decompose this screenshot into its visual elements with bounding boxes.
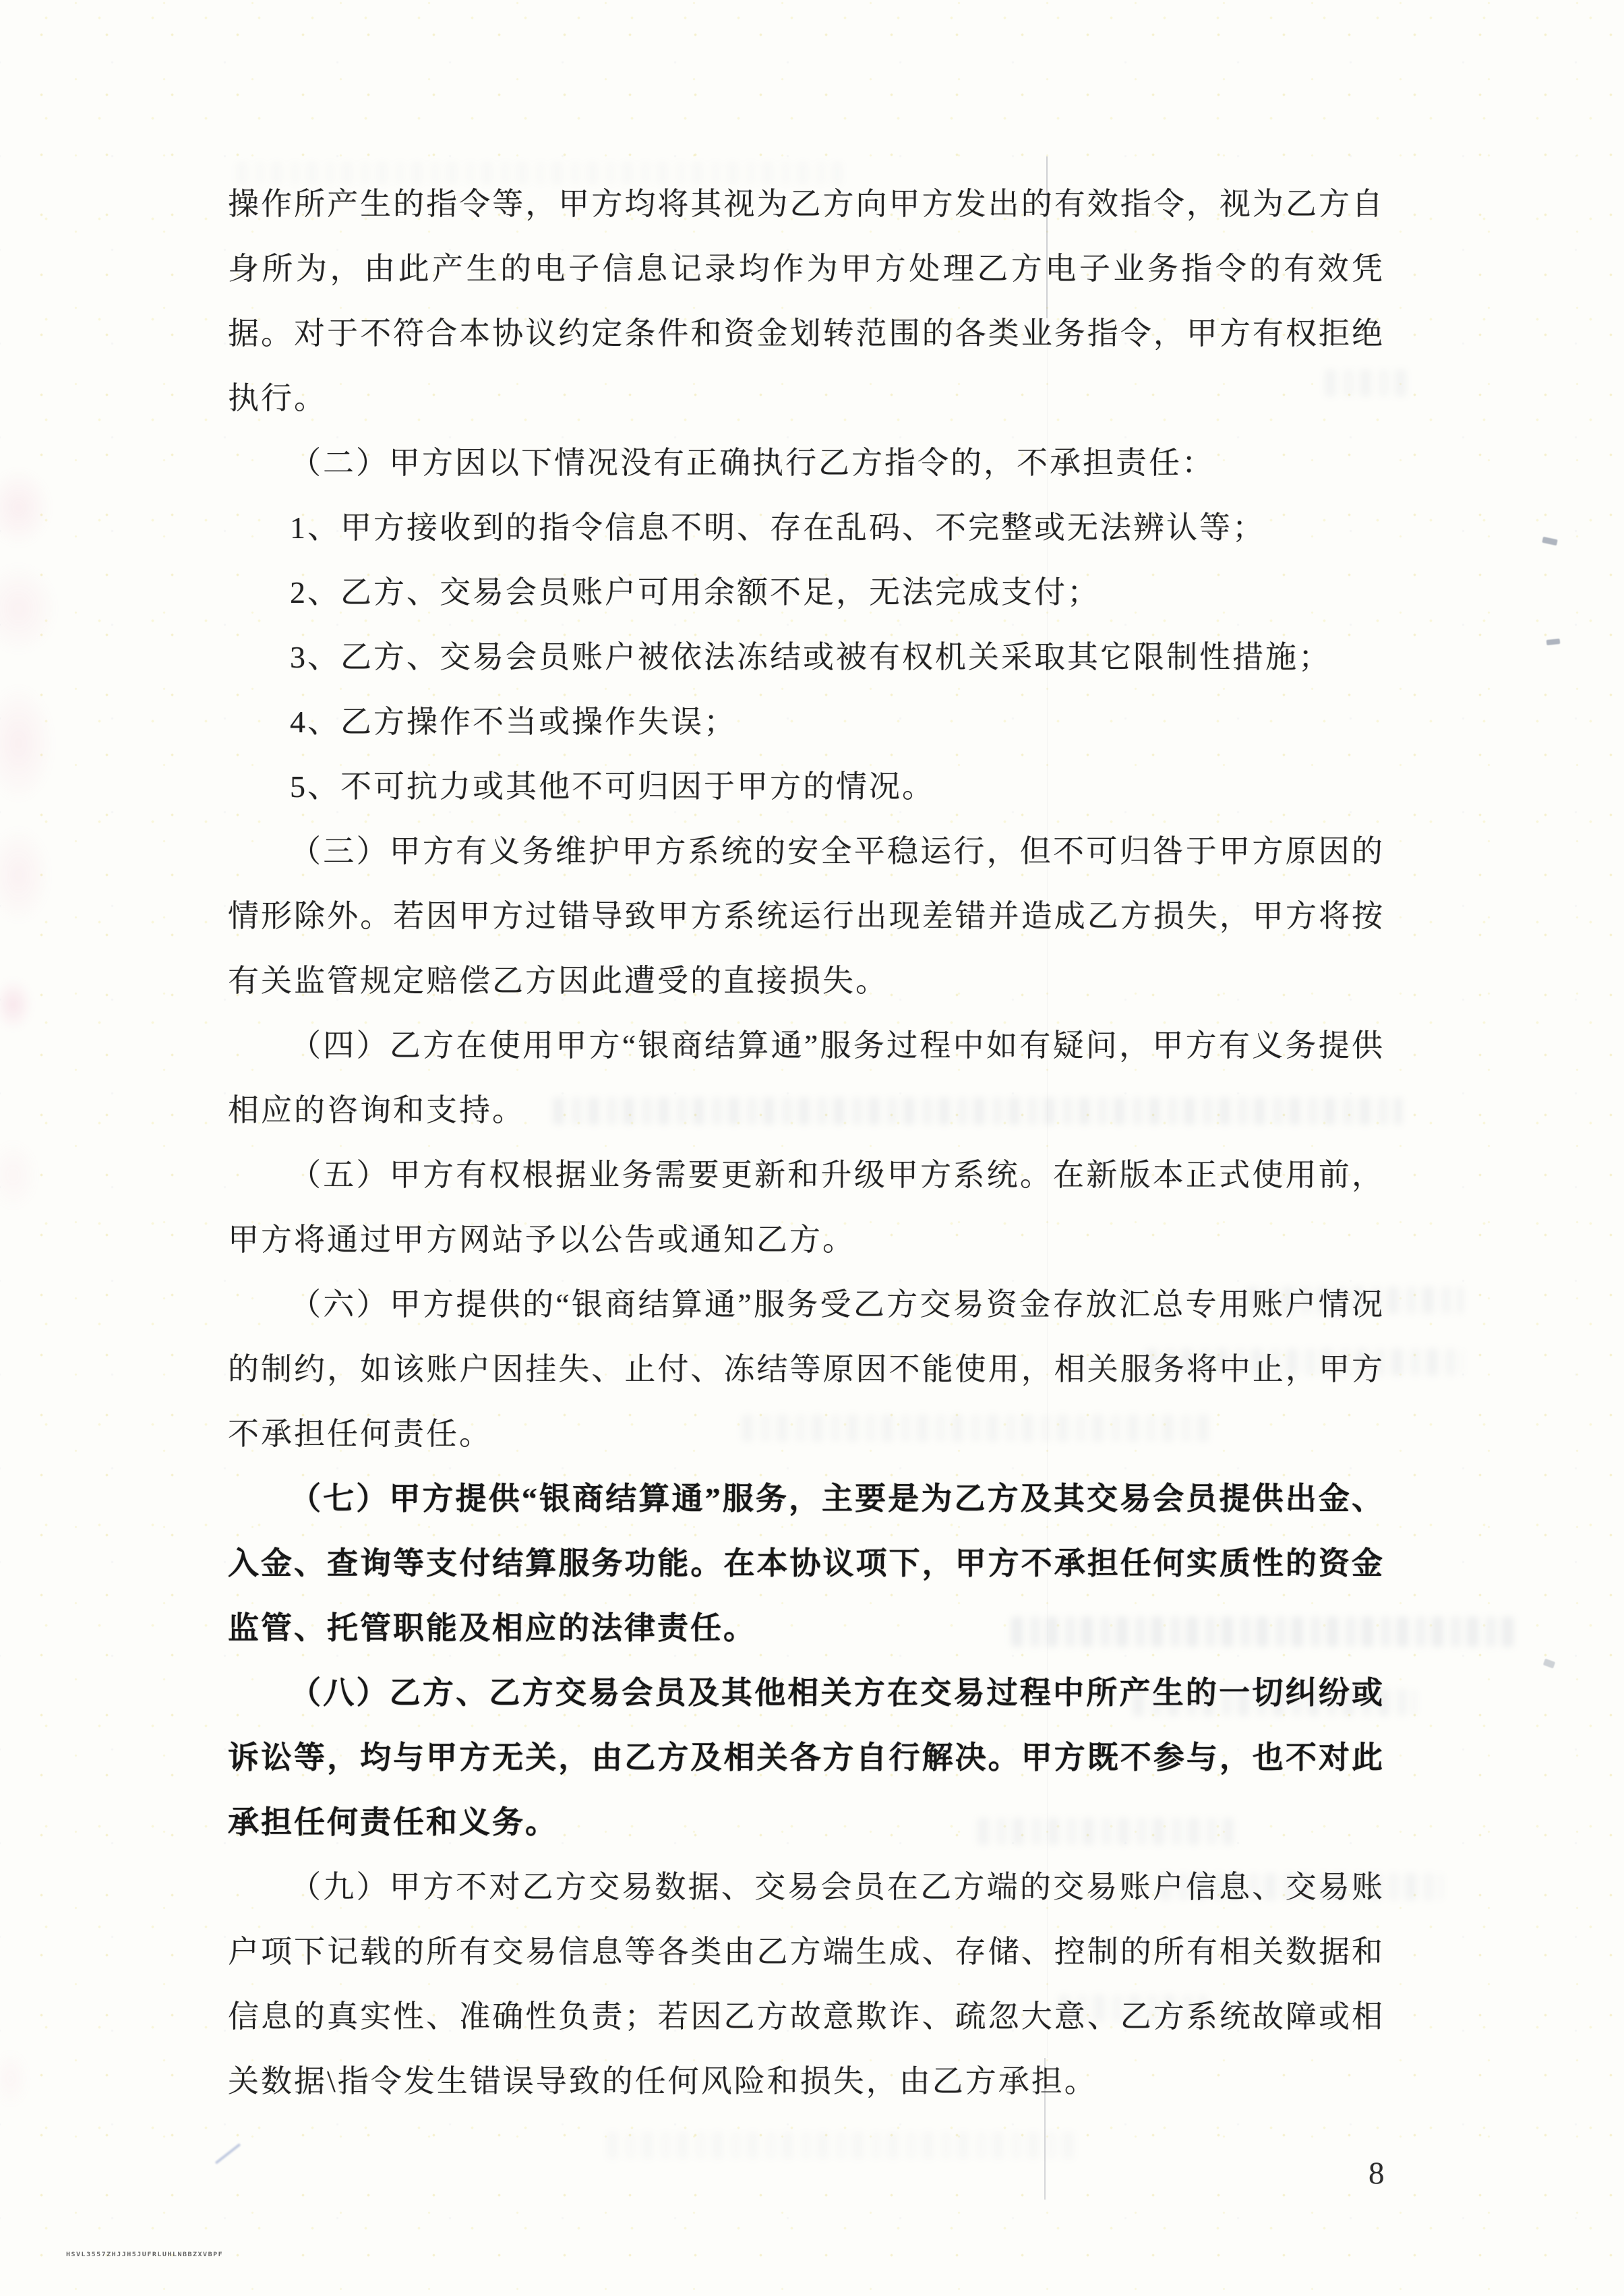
clause-2-item-1: 1、甲方接收到的指令信息不明、存在乱码、不完整或无法辨认等； (290, 510, 1265, 545)
clause-2-item-5: 5、不可抗力或其他不可归因于甲方的情况。 (290, 769, 935, 804)
stamp-bleed-stain (0, 2050, 29, 2107)
scanner-microtext: HSVL3557ZHJJH5JUFRLUHLNBBZXVBPF (66, 2251, 224, 2258)
clause-2-item-2: 2、乙方、交易会员账户可用余额不足，无法完成支付； (290, 575, 1100, 610)
clause-2-item-4: 4、乙方操作不当或操作失误； (290, 705, 737, 739)
paragraph-continuation: 操作所产生的指令等，甲方均将其视为乙方向甲方发出的有效指令，视为乙方自身所为，由此产生的电子信息记录均作为甲方处理乙方电子业务指令的有效凭据。对于不符合本协议约定条件和资金划转范围的各类业务指令，甲方有权拒绝执行。 (228, 187, 1385, 415)
clause-2-intro: （二）甲方因以下情况没有正确执行乙方指令的，不承担责任： (290, 446, 1215, 480)
scan-speck (1543, 1659, 1555, 1669)
scan-speck (1542, 537, 1557, 546)
stamp-bleed-stain (0, 469, 51, 546)
stamp-bleed-stain (0, 1140, 38, 1210)
clause-2-item-3: 3、乙方、交易会员账户被依法冻结或被有权机关采取其它限制性措施； (290, 640, 1331, 674)
clause-4: （四）乙方在使用甲方“银商结算通”服务过程中如有疑问，甲方有义务提供相应的咨询和支持。 (228, 1028, 1385, 1127)
clause-7-bold: （七）甲方提供“银商结算通”服务，主要是为乙方及其交易会员提供出金、入金、查询等支付结算服务功能。在本协议项下，甲方不承担任何实质性的资金监管、托管职能及相应的法律责任。 (228, 1481, 1385, 1645)
scan-speck (1546, 639, 1561, 645)
stamp-bleed-stain (0, 563, 57, 654)
contract-body-text (228, 172, 1385, 2114)
stamp-bleed-stain (0, 826, 51, 924)
bleed-through-mark (607, 2132, 1079, 2159)
stamp-bleed-stain (0, 979, 32, 1030)
clause-9: （九）甲方不对乙方交易数据、交易会员在乙方端的交易账户信息、交易账户项下记载的所有交易信息等各类由乙方端生成、存储、控制的所有相关数据和信息的真实性、准确性负责；若因乙方故意欺诈、疏忽大意、乙方系统故障或相关数据\指令发生错误导致的任何风险和损失，由乙方承担。 (228, 1870, 1385, 2098)
pen-tick-mark (215, 2143, 241, 2164)
clause-5: （五）甲方有权根据业务需要更新和升级甲方系统。在新版本正式使用前，甲方将通过甲方网站予以公告或通知乙方。 (228, 1158, 1385, 1257)
clause-3: （三）甲方有义务维护甲方系统的安全平稳运行，但不可归咎于甲方原因的情形除外。若因甲方过错导致甲方系统运行出现差错并造成乙方损失，甲方将按有关监管规定赔偿乙方因此遭受的直接损失。 (228, 834, 1385, 998)
page-number: 8 (1369, 2156, 1385, 2191)
clause-8-bold: （八）乙方、乙方交易会员及其他相关方在交易过程中所产生的一切纠纷或诉讼等，均与甲方无关，由乙方及相关各方自行解决。甲方既不参与，也不对此承担任何责任和义务。 (228, 1676, 1385, 1839)
stamp-bleed-stain (0, 684, 54, 802)
clause-6: （六）甲方提供的“银商结算通”服务受乙方交易资金存放汇总专用账户情况的制约，如该账户因挂失、止付、冻结等原因不能使用，相关服务将中止，甲方不承担任何责任。 (228, 1287, 1385, 1451)
